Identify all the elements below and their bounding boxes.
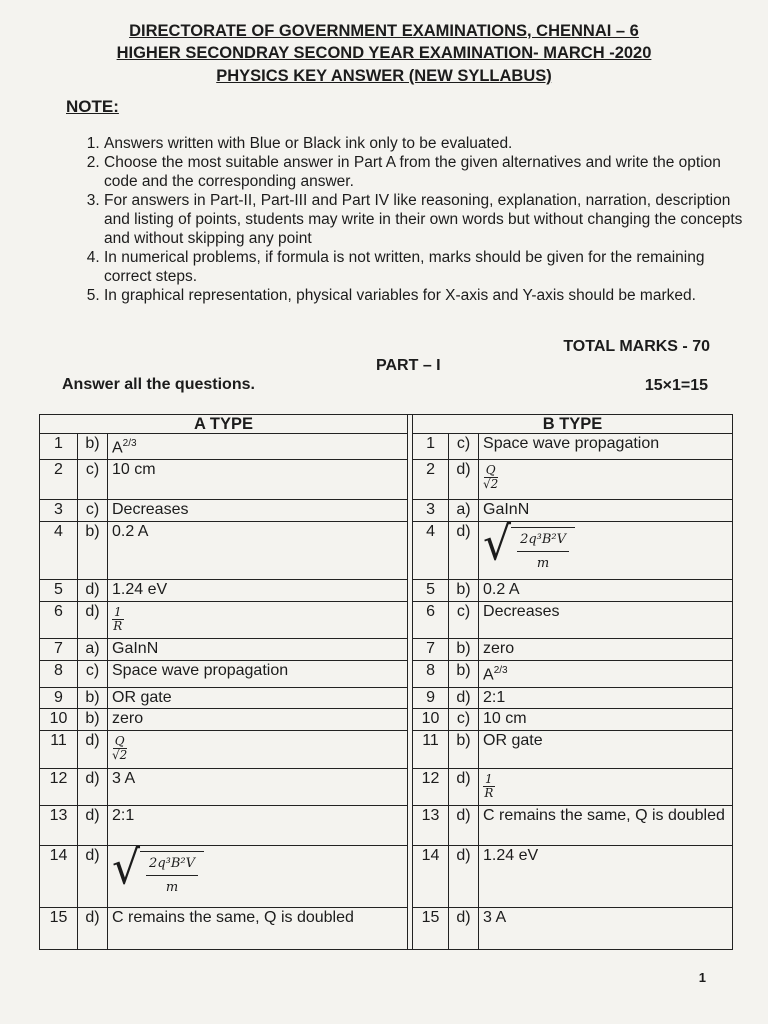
fraction	[112, 606, 124, 633]
question-number: 15	[40, 908, 78, 950]
table-row	[40, 845, 733, 907]
option-code: b)	[78, 709, 108, 731]
answer-text: A	[112, 439, 123, 457]
answer-cell	[479, 580, 733, 602]
denominator: m	[536, 555, 550, 571]
option-code: d)	[78, 601, 108, 638]
option-code: c)	[449, 709, 479, 731]
option-code: b)	[449, 639, 479, 661]
radical-expression	[483, 517, 575, 573]
answer-cell	[108, 661, 408, 687]
answer-cell	[479, 639, 733, 661]
numerator: Q	[114, 734, 125, 749]
option-code: b)	[449, 661, 479, 687]
note-item: 5. In graphical representation, physical variables for X-axis and Y-axis should be marked.	[104, 286, 744, 305]
option-code: d)	[78, 845, 108, 907]
question-number: 6	[413, 601, 449, 638]
question-number: 3	[40, 499, 78, 521]
option-code: d)	[449, 460, 479, 500]
option-code: d)	[449, 845, 479, 907]
question-number: 8	[413, 661, 449, 687]
table-row	[40, 768, 733, 805]
answer-cell	[479, 460, 733, 500]
answer-text: OR gate	[483, 732, 543, 750]
answer-text: 10 cm	[483, 710, 527, 728]
question-number: 14	[413, 845, 449, 907]
table-row	[40, 908, 733, 950]
question-number: 13	[413, 806, 449, 846]
question-number: 11	[40, 731, 78, 768]
question-number: 9	[413, 687, 449, 709]
note-item: 3. For answers in Part-II, Part-III and Part IV like reasoning, explanation, narration, description and listing of points, students may write in their own words but without changing the concepts and without skipping any point	[104, 191, 744, 248]
option-code: c)	[449, 434, 479, 460]
header-line-3: PHYSICS KEY ANSWER (NEW SYLLABUS)	[216, 67, 552, 85]
option-code: b)	[78, 687, 108, 709]
instruction: Answer all the questions.	[62, 376, 255, 393]
answer-cell	[479, 499, 733, 521]
question-number: 9	[40, 687, 78, 709]
note-item: 1. Answers written with Blue or Black ink only to be evaluated.	[104, 134, 744, 153]
answer-text: 1.24 eV	[112, 581, 168, 599]
question-number: 10	[413, 709, 449, 731]
answer-text: Decreases	[483, 602, 560, 620]
answer-cell	[108, 709, 408, 731]
answer-cell	[108, 687, 408, 709]
answer-key-table	[39, 414, 733, 950]
numerator: 2q³B²V	[517, 531, 569, 552]
option-code: d)	[449, 768, 479, 805]
option-code: b)	[78, 521, 108, 579]
answer-cell	[479, 731, 733, 768]
option-code: d)	[78, 806, 108, 846]
numerator: 1	[485, 771, 493, 786]
answer-cell	[479, 845, 733, 907]
table-row	[40, 661, 733, 687]
question-number: 1	[40, 434, 78, 460]
answer-text: OR gate	[112, 688, 172, 706]
fraction	[483, 464, 498, 491]
question-number: 7	[413, 639, 449, 661]
question-number: 7	[40, 639, 78, 661]
answer-text: 3 A	[483, 909, 507, 927]
header-line-2: HIGHER SECONDRAY SECOND YEAR EXAMINATION- MARCH -2020	[116, 44, 652, 62]
question-number: 2	[413, 460, 449, 500]
table-row	[40, 460, 733, 500]
radical-sign-icon: √	[483, 517, 512, 572]
answer-cell	[479, 709, 733, 731]
table-row	[40, 639, 733, 661]
question-number: 1	[413, 434, 449, 460]
note-item: 4. In numerical problems, if formula is not written, marks should be given for the remaining correct steps.	[104, 248, 744, 286]
answer-cell	[108, 908, 408, 950]
option-code: c)	[78, 499, 108, 521]
numerator: 2q³B²V	[146, 855, 198, 876]
option-code: d)	[449, 687, 479, 709]
question-number: 4	[40, 521, 78, 579]
answer-cell	[108, 521, 408, 579]
answer-text: 1.24 eV	[483, 846, 539, 864]
answer-text: 2:1	[483, 688, 506, 706]
option-code: d)	[78, 580, 108, 602]
option-code: c)	[449, 601, 479, 638]
answer-text: C remains the same, Q is doubled	[112, 909, 354, 927]
question-number: 12	[413, 768, 449, 805]
answer-text: Space wave propagation	[112, 662, 289, 680]
answer-text: GaInN	[112, 640, 159, 658]
b-type-heading: B TYPE	[413, 415, 733, 434]
header-line-1: DIRECTORATE OF GOVERNMENT EXAMINATIONS, CHENNAI – 6	[129, 22, 639, 40]
option-code: d)	[449, 908, 479, 950]
answer-text: zero	[483, 640, 515, 658]
question-number: 5	[413, 580, 449, 602]
answer-cell	[108, 639, 408, 661]
option-code: d)	[449, 806, 479, 846]
option-code: b)	[78, 434, 108, 460]
denominator: √2	[483, 477, 499, 492]
question-number: 15	[413, 908, 449, 950]
note-item: 2. Choose the most suitable answer in Part A from the given alternatives and write the option code and the corresponding answer.	[104, 153, 744, 191]
answer-text: 10 cm	[112, 461, 156, 479]
answer-text: Space wave propagation	[483, 435, 660, 452]
table-row	[40, 687, 733, 709]
answer-text: Decreases	[112, 500, 189, 518]
answer-cell	[479, 434, 733, 460]
table-row	[40, 731, 733, 768]
note-heading: NOTE:	[66, 97, 119, 116]
question-number: 3	[413, 499, 449, 521]
numerator: 1	[114, 604, 122, 619]
denominator: √2	[112, 748, 128, 763]
denominator: R	[484, 785, 494, 800]
answer-text: C remains the same, Q is doubled	[483, 807, 725, 825]
option-code: a)	[78, 639, 108, 661]
question-number: 5	[40, 580, 78, 602]
radical-sign-icon: √	[112, 841, 141, 896]
question-number: 8	[40, 661, 78, 687]
part-heading: PART – I	[376, 357, 441, 374]
option-code: c)	[78, 661, 108, 687]
option-code: b)	[449, 731, 479, 768]
answer-cell	[479, 687, 733, 709]
question-number: 4	[413, 521, 449, 579]
option-code: d)	[78, 768, 108, 805]
notes-list	[78, 134, 744, 305]
answer-text: GaInN	[483, 500, 530, 518]
option-code: d)	[78, 908, 108, 950]
table-row	[40, 434, 733, 460]
marks-formula: 15×1=15	[644, 377, 708, 394]
answer-cell	[108, 434, 408, 460]
answer-cell	[479, 768, 733, 805]
answer-exponent: 2/3	[122, 438, 137, 449]
answer-cell	[108, 580, 408, 602]
question-number: 12	[40, 768, 78, 805]
answer-cell	[479, 661, 733, 687]
answer-text: 0.2 A	[483, 581, 520, 599]
page-number: 1	[698, 970, 706, 985]
answer-text: 3 A	[112, 769, 136, 787]
a-type-heading: A TYPE	[40, 415, 408, 434]
table-row	[40, 499, 733, 521]
table-row	[40, 601, 733, 638]
answer-text: A	[483, 666, 494, 684]
fraction	[112, 735, 127, 762]
answer-cell	[479, 601, 733, 638]
question-number: 13	[40, 806, 78, 846]
question-number: 6	[40, 601, 78, 638]
denominator: m	[165, 879, 179, 895]
table-row	[40, 580, 733, 602]
fraction	[483, 773, 495, 800]
question-number: 10	[40, 709, 78, 731]
option-code: d)	[449, 521, 479, 579]
denominator: R	[113, 618, 123, 633]
table-row	[40, 521, 733, 579]
answer-text: zero	[112, 710, 144, 728]
option-code: a)	[449, 499, 479, 521]
answer-cell	[108, 806, 408, 846]
answer-cell	[108, 731, 408, 768]
answer-cell	[108, 460, 408, 500]
answer-cell	[108, 768, 408, 805]
radical-expression	[112, 841, 204, 897]
answer-text: 0.2 A	[112, 522, 149, 540]
total-marks: TOTAL MARKS - 70	[563, 338, 710, 355]
answer-cell	[479, 908, 733, 950]
table-row	[40, 709, 733, 731]
option-code: d)	[78, 731, 108, 768]
answer-cell	[108, 841, 408, 907]
answer-text: 2:1	[112, 807, 135, 825]
answer-exponent: 2/3	[493, 665, 508, 677]
option-code: b)	[449, 580, 479, 602]
answer-cell	[108, 499, 408, 521]
numerator: Q	[485, 463, 496, 478]
question-number: 2	[40, 460, 78, 500]
option-code: c)	[78, 460, 108, 500]
answer-cell	[479, 806, 733, 846]
answer-cell	[479, 517, 733, 579]
answer-cell	[108, 601, 408, 638]
question-number: 14	[40, 845, 78, 907]
question-number: 11	[413, 731, 449, 768]
table-row	[40, 806, 733, 846]
